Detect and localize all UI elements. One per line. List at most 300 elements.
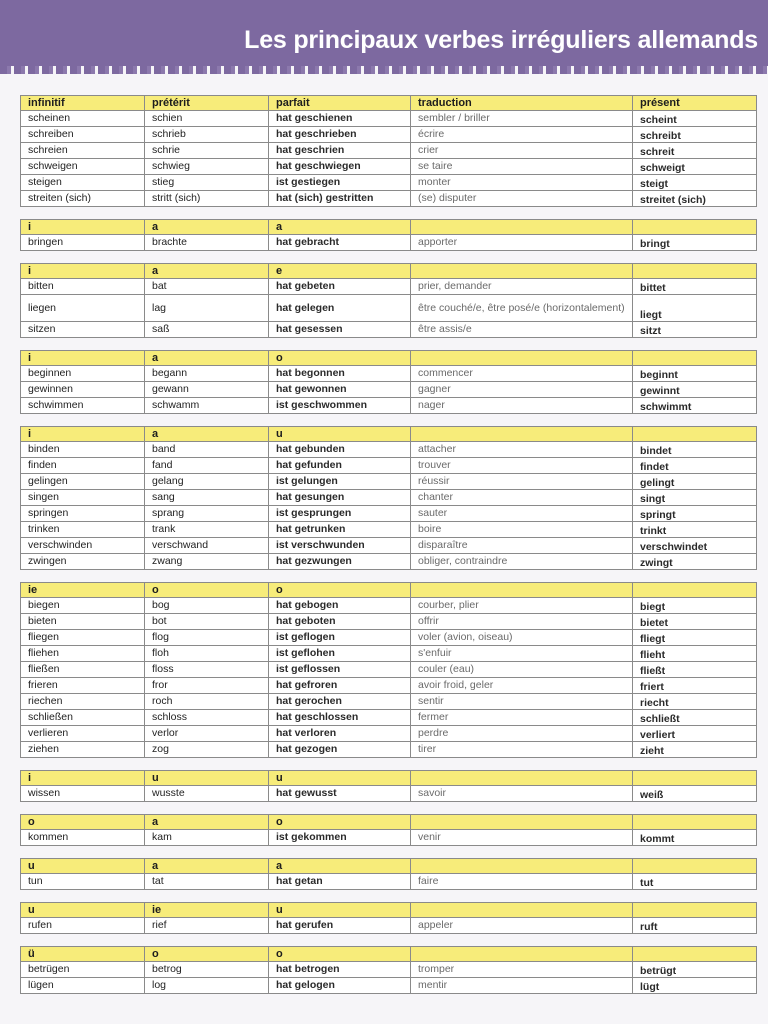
- table-header-row: [21, 427, 757, 442]
- cell-parfait: hat gebogen: [269, 598, 411, 614]
- cell-preterit: brachte: [145, 235, 269, 251]
- cell-present: springt: [633, 506, 757, 522]
- cell-infinitif: bringen: [21, 235, 145, 251]
- cell-infinitif: kommen: [21, 830, 145, 846]
- cell-preterit: tat: [145, 874, 269, 890]
- header-present: [633, 815, 757, 830]
- cell-traduction: être assis/e: [411, 322, 633, 338]
- table-row: [21, 127, 757, 143]
- cell-present: fliegt: [633, 630, 757, 646]
- cell-present: steigt: [633, 175, 757, 191]
- header-parfait: o: [269, 947, 411, 962]
- cell-traduction: commencer: [411, 366, 633, 382]
- verb-table: [20, 582, 757, 758]
- cell-present: liegt: [633, 295, 757, 322]
- cell-parfait: hat begonnen: [269, 366, 411, 382]
- header-preterit: a: [145, 859, 269, 874]
- cell-parfait: hat gefunden: [269, 458, 411, 474]
- table-row: [21, 662, 757, 678]
- cell-present: fließt: [633, 662, 757, 678]
- header-infinitif: i: [21, 771, 145, 786]
- cell-preterit: floss: [145, 662, 269, 678]
- header-present: [633, 220, 757, 235]
- cell-traduction: (se) disputer: [411, 191, 633, 207]
- cell-traduction: sentir: [411, 694, 633, 710]
- cell-parfait: ist gekommen: [269, 830, 411, 846]
- cell-infinitif: wissen: [21, 786, 145, 802]
- header-parfait: e: [269, 264, 411, 279]
- cell-parfait: ist geflohen: [269, 646, 411, 662]
- cell-preterit: betrog: [145, 962, 269, 978]
- header-infinitif: o: [21, 815, 145, 830]
- cell-parfait: hat gelegen: [269, 295, 411, 322]
- cell-infinitif: fliegen: [21, 630, 145, 646]
- cell-preterit: saß: [145, 322, 269, 338]
- table-row: [21, 279, 757, 295]
- cell-present: gelingt: [633, 474, 757, 490]
- header-preterit: o: [145, 947, 269, 962]
- cell-parfait: hat geschienen: [269, 111, 411, 127]
- cell-preterit: fror: [145, 678, 269, 694]
- header-parfait: a: [269, 859, 411, 874]
- table-row: [21, 726, 757, 742]
- cell-parfait: hat betrogen: [269, 962, 411, 978]
- table-header-row: [21, 220, 757, 235]
- cell-traduction: perdre: [411, 726, 633, 742]
- header-present: [633, 859, 757, 874]
- cell-present: schwimmt: [633, 398, 757, 414]
- cell-present: schweigt: [633, 159, 757, 175]
- cell-infinitif: schweigen: [21, 159, 145, 175]
- cell-traduction: prier, demander: [411, 279, 633, 295]
- header-parfait: o: [269, 583, 411, 598]
- header-parfait: o: [269, 815, 411, 830]
- cell-present: weiß: [633, 786, 757, 802]
- cell-preterit: zwang: [145, 554, 269, 570]
- verb-table: [20, 770, 757, 802]
- cell-preterit: log: [145, 978, 269, 994]
- cell-preterit: band: [145, 442, 269, 458]
- cell-infinitif: frieren: [21, 678, 145, 694]
- verb-table: [20, 95, 757, 207]
- cell-preterit: gelang: [145, 474, 269, 490]
- table-row: [21, 598, 757, 614]
- cell-traduction: s'enfuir: [411, 646, 633, 662]
- cell-preterit: schien: [145, 111, 269, 127]
- cell-preterit: fand: [145, 458, 269, 474]
- table-row: [21, 918, 757, 934]
- cell-preterit: kam: [145, 830, 269, 846]
- cell-preterit: roch: [145, 694, 269, 710]
- header-traduction: [411, 815, 633, 830]
- table-row: [21, 398, 757, 414]
- cell-traduction: réussir: [411, 474, 633, 490]
- cell-traduction: venir: [411, 830, 633, 846]
- table-row: [21, 614, 757, 630]
- cell-traduction: offrir: [411, 614, 633, 630]
- cell-infinitif: bitten: [21, 279, 145, 295]
- table-row: [21, 442, 757, 458]
- cell-parfait: hat gelogen: [269, 978, 411, 994]
- cell-present: gewinnt: [633, 382, 757, 398]
- header-parfait: parfait: [269, 96, 411, 111]
- header-present: [633, 583, 757, 598]
- header-preterit: u: [145, 771, 269, 786]
- cell-traduction: disparaître: [411, 538, 633, 554]
- cell-preterit: verschwand: [145, 538, 269, 554]
- cell-parfait: hat gebeten: [269, 279, 411, 295]
- cell-traduction: appeler: [411, 918, 633, 934]
- table-row: [21, 522, 757, 538]
- header-present: [633, 264, 757, 279]
- cell-infinitif: schließen: [21, 710, 145, 726]
- cell-parfait: hat gerochen: [269, 694, 411, 710]
- cell-preterit: stritt (sich): [145, 191, 269, 207]
- header-traduction: [411, 771, 633, 786]
- header-preterit: a: [145, 351, 269, 366]
- header-present: [633, 427, 757, 442]
- cell-infinitif: verschwinden: [21, 538, 145, 554]
- table-row: [21, 874, 757, 890]
- table-row: [21, 322, 757, 338]
- cell-preterit: schrieb: [145, 127, 269, 143]
- cell-present: bringt: [633, 235, 757, 251]
- table-row: [21, 295, 757, 322]
- cell-infinitif: betrügen: [21, 962, 145, 978]
- cell-traduction: monter: [411, 175, 633, 191]
- cell-traduction: avoir froid, geler: [411, 678, 633, 694]
- table-header-row: [21, 859, 757, 874]
- table-row: [21, 646, 757, 662]
- header-infinitif: ie: [21, 583, 145, 598]
- cell-preterit: sang: [145, 490, 269, 506]
- header-traduction: [411, 264, 633, 279]
- header-traduction: [411, 427, 633, 442]
- cell-infinitif: tun: [21, 874, 145, 890]
- verb-table: [20, 350, 757, 414]
- cell-preterit: rief: [145, 918, 269, 934]
- cell-preterit: schrie: [145, 143, 269, 159]
- cell-present: zieht: [633, 742, 757, 758]
- cell-present: betrügt: [633, 962, 757, 978]
- cell-parfait: hat gezogen: [269, 742, 411, 758]
- table-header-row: [21, 903, 757, 918]
- table-row: [21, 191, 757, 207]
- cell-parfait: hat gerufen: [269, 918, 411, 934]
- cell-parfait: ist gelungen: [269, 474, 411, 490]
- verb-tables: [20, 95, 758, 1006]
- header-preterit: a: [145, 220, 269, 235]
- cell-present: zwingt: [633, 554, 757, 570]
- cell-infinitif: verlieren: [21, 726, 145, 742]
- header-traduction: [411, 947, 633, 962]
- cell-preterit: bog: [145, 598, 269, 614]
- table-row: [21, 742, 757, 758]
- cell-parfait: ist gesprungen: [269, 506, 411, 522]
- cell-present: scheint: [633, 111, 757, 127]
- table-header-row: [21, 264, 757, 279]
- cell-traduction: obliger, contraindre: [411, 554, 633, 570]
- cell-infinitif: liegen: [21, 295, 145, 322]
- cell-infinitif: biegen: [21, 598, 145, 614]
- table-row: [21, 506, 757, 522]
- cell-parfait: hat gebracht: [269, 235, 411, 251]
- cell-present: bittet: [633, 279, 757, 295]
- table-header-row: [21, 947, 757, 962]
- cell-parfait: ist geschwommen: [269, 398, 411, 414]
- table-row: [21, 630, 757, 646]
- cell-traduction: chanter: [411, 490, 633, 506]
- header-preterit: prétérit: [145, 96, 269, 111]
- cell-preterit: gewann: [145, 382, 269, 398]
- header-parfait: a: [269, 220, 411, 235]
- table-row: [21, 962, 757, 978]
- cell-preterit: lag: [145, 295, 269, 322]
- header-infinitif: i: [21, 264, 145, 279]
- header-preterit: o: [145, 583, 269, 598]
- table-row: [21, 235, 757, 251]
- cell-infinitif: schreien: [21, 143, 145, 159]
- verb-table: [20, 426, 757, 570]
- table-header-row: [21, 351, 757, 366]
- cell-traduction: tromper: [411, 962, 633, 978]
- header-traduction: [411, 903, 633, 918]
- cell-traduction: apporter: [411, 235, 633, 251]
- cell-preterit: flog: [145, 630, 269, 646]
- table-row: [21, 538, 757, 554]
- header-traduction: traduction: [411, 96, 633, 111]
- cell-preterit: schwamm: [145, 398, 269, 414]
- header-traduction: [411, 583, 633, 598]
- header-parfait: u: [269, 903, 411, 918]
- header-infinitif: u: [21, 903, 145, 918]
- cell-preterit: schwieg: [145, 159, 269, 175]
- cell-infinitif: sitzen: [21, 322, 145, 338]
- header-present: [633, 947, 757, 962]
- cell-traduction: courber, plier: [411, 598, 633, 614]
- verb-table: [20, 902, 757, 934]
- table-row: [21, 830, 757, 846]
- table-row: [21, 111, 757, 127]
- cell-preterit: verlor: [145, 726, 269, 742]
- cell-present: schreit: [633, 143, 757, 159]
- cell-infinitif: bieten: [21, 614, 145, 630]
- cell-parfait: hat geboten: [269, 614, 411, 630]
- cell-infinitif: beginnen: [21, 366, 145, 382]
- cell-traduction: nager: [411, 398, 633, 414]
- header-preterit: a: [145, 264, 269, 279]
- cell-preterit: bat: [145, 279, 269, 295]
- header-parfait: o: [269, 351, 411, 366]
- cell-parfait: hat geschlossen: [269, 710, 411, 726]
- table-row: [21, 143, 757, 159]
- table-header-row: [21, 815, 757, 830]
- cell-infinitif: riechen: [21, 694, 145, 710]
- cell-parfait: hat geschrien: [269, 143, 411, 159]
- header-parfait: u: [269, 771, 411, 786]
- table-row: [21, 710, 757, 726]
- header-infinitif: infinitif: [21, 96, 145, 111]
- header-infinitif: i: [21, 351, 145, 366]
- cell-parfait: hat gebunden: [269, 442, 411, 458]
- cell-traduction: sembler / briller: [411, 111, 633, 127]
- table-row: [21, 175, 757, 191]
- cell-present: flieht: [633, 646, 757, 662]
- cell-parfait: hat gesungen: [269, 490, 411, 506]
- cell-present: verliert: [633, 726, 757, 742]
- cell-present: schließt: [633, 710, 757, 726]
- verb-table: [20, 858, 757, 890]
- cell-infinitif: ziehen: [21, 742, 145, 758]
- cell-traduction: gagner: [411, 382, 633, 398]
- cell-parfait: hat getrunken: [269, 522, 411, 538]
- table-row: [21, 490, 757, 506]
- cell-infinitif: gelingen: [21, 474, 145, 490]
- cell-present: friert: [633, 678, 757, 694]
- cell-preterit: floh: [145, 646, 269, 662]
- cell-traduction: trouver: [411, 458, 633, 474]
- cell-infinitif: fliehen: [21, 646, 145, 662]
- table-row: [21, 382, 757, 398]
- header-traduction: [411, 351, 633, 366]
- header-parfait: u: [269, 427, 411, 442]
- cell-parfait: hat gefroren: [269, 678, 411, 694]
- cell-parfait: ist geflogen: [269, 630, 411, 646]
- cell-parfait: hat gesessen: [269, 322, 411, 338]
- cell-infinitif: lügen: [21, 978, 145, 994]
- table-row: [21, 554, 757, 570]
- cell-present: ruft: [633, 918, 757, 934]
- verb-table: [20, 263, 757, 338]
- cell-traduction: boire: [411, 522, 633, 538]
- cell-parfait: ist geflossen: [269, 662, 411, 678]
- cell-traduction: se taire: [411, 159, 633, 175]
- cell-traduction: faire: [411, 874, 633, 890]
- cell-infinitif: finden: [21, 458, 145, 474]
- table-row: [21, 474, 757, 490]
- cell-preterit: bot: [145, 614, 269, 630]
- cell-infinitif: schwimmen: [21, 398, 145, 414]
- cell-traduction: voler (avion, oiseau): [411, 630, 633, 646]
- cell-parfait: ist gestiegen: [269, 175, 411, 191]
- cell-preterit: begann: [145, 366, 269, 382]
- cell-parfait: hat getan: [269, 874, 411, 890]
- cell-traduction: être couché/e, être posé/e (horizontalement): [411, 295, 633, 322]
- cell-present: bindet: [633, 442, 757, 458]
- cell-infinitif: gewinnen: [21, 382, 145, 398]
- cell-preterit: schloss: [145, 710, 269, 726]
- table-row: [21, 458, 757, 474]
- cell-present: trinkt: [633, 522, 757, 538]
- cell-traduction: attacher: [411, 442, 633, 458]
- banner-torn-edge: [0, 66, 768, 74]
- table-row: [21, 159, 757, 175]
- header-infinitif: i: [21, 220, 145, 235]
- cell-present: singt: [633, 490, 757, 506]
- cell-preterit: zog: [145, 742, 269, 758]
- cell-preterit: sprang: [145, 506, 269, 522]
- cell-infinitif: fließen: [21, 662, 145, 678]
- cell-traduction: crier: [411, 143, 633, 159]
- cell-present: kommt: [633, 830, 757, 846]
- cell-infinitif: trinken: [21, 522, 145, 538]
- cell-infinitif: zwingen: [21, 554, 145, 570]
- header-present: [633, 771, 757, 786]
- header-infinitif: u: [21, 859, 145, 874]
- verb-table: [20, 814, 757, 846]
- cell-traduction: savoir: [411, 786, 633, 802]
- cell-parfait: hat gewusst: [269, 786, 411, 802]
- header-traduction: [411, 220, 633, 235]
- cell-parfait: hat geschwiegen: [269, 159, 411, 175]
- cell-present: riecht: [633, 694, 757, 710]
- cell-traduction: couler (eau): [411, 662, 633, 678]
- table-row: [21, 786, 757, 802]
- cell-infinitif: schreiben: [21, 127, 145, 143]
- header-present: [633, 351, 757, 366]
- cell-traduction: mentir: [411, 978, 633, 994]
- header-traduction: [411, 859, 633, 874]
- cell-infinitif: scheinen: [21, 111, 145, 127]
- cell-infinitif: springen: [21, 506, 145, 522]
- verb-table: [20, 219, 757, 251]
- cell-present: sitzt: [633, 322, 757, 338]
- table-header-row: [21, 96, 757, 111]
- cell-traduction: sauter: [411, 506, 633, 522]
- cell-parfait: hat geschrieben: [269, 127, 411, 143]
- table-row: [21, 366, 757, 382]
- cell-preterit: stieg: [145, 175, 269, 191]
- cell-present: biegt: [633, 598, 757, 614]
- cell-present: tut: [633, 874, 757, 890]
- cell-present: verschwindet: [633, 538, 757, 554]
- cell-parfait: hat verloren: [269, 726, 411, 742]
- table-header-row: [21, 583, 757, 598]
- cell-parfait: hat (sich) gestritten: [269, 191, 411, 207]
- header-present: [633, 903, 757, 918]
- cell-present: bietet: [633, 614, 757, 630]
- page-title: Les principaux verbes irréguliers allemands: [244, 26, 758, 54]
- header-infinitif: i: [21, 427, 145, 442]
- cell-preterit: trank: [145, 522, 269, 538]
- cell-present: lügt: [633, 978, 757, 994]
- table-row: [21, 978, 757, 994]
- cell-infinitif: streiten (sich): [21, 191, 145, 207]
- header-preterit: ie: [145, 903, 269, 918]
- header-infinitif: ü: [21, 947, 145, 962]
- cell-present: beginnt: [633, 366, 757, 382]
- cell-preterit: wusste: [145, 786, 269, 802]
- cell-present: streitet (sich): [633, 191, 757, 207]
- header-preterit: a: [145, 427, 269, 442]
- cell-traduction: fermer: [411, 710, 633, 726]
- cell-infinitif: singen: [21, 490, 145, 506]
- cell-parfait: hat gezwungen: [269, 554, 411, 570]
- cell-present: schreibt: [633, 127, 757, 143]
- header-present: présent: [633, 96, 757, 111]
- cell-traduction: écrire: [411, 127, 633, 143]
- header-preterit: a: [145, 815, 269, 830]
- cell-infinitif: rufen: [21, 918, 145, 934]
- cell-infinitif: steigen: [21, 175, 145, 191]
- cell-traduction: tirer: [411, 742, 633, 758]
- table-header-row: [21, 771, 757, 786]
- cell-present: findet: [633, 458, 757, 474]
- table-row: [21, 694, 757, 710]
- cell-parfait: hat gewonnen: [269, 382, 411, 398]
- cell-infinitif: binden: [21, 442, 145, 458]
- verb-table: [20, 946, 757, 994]
